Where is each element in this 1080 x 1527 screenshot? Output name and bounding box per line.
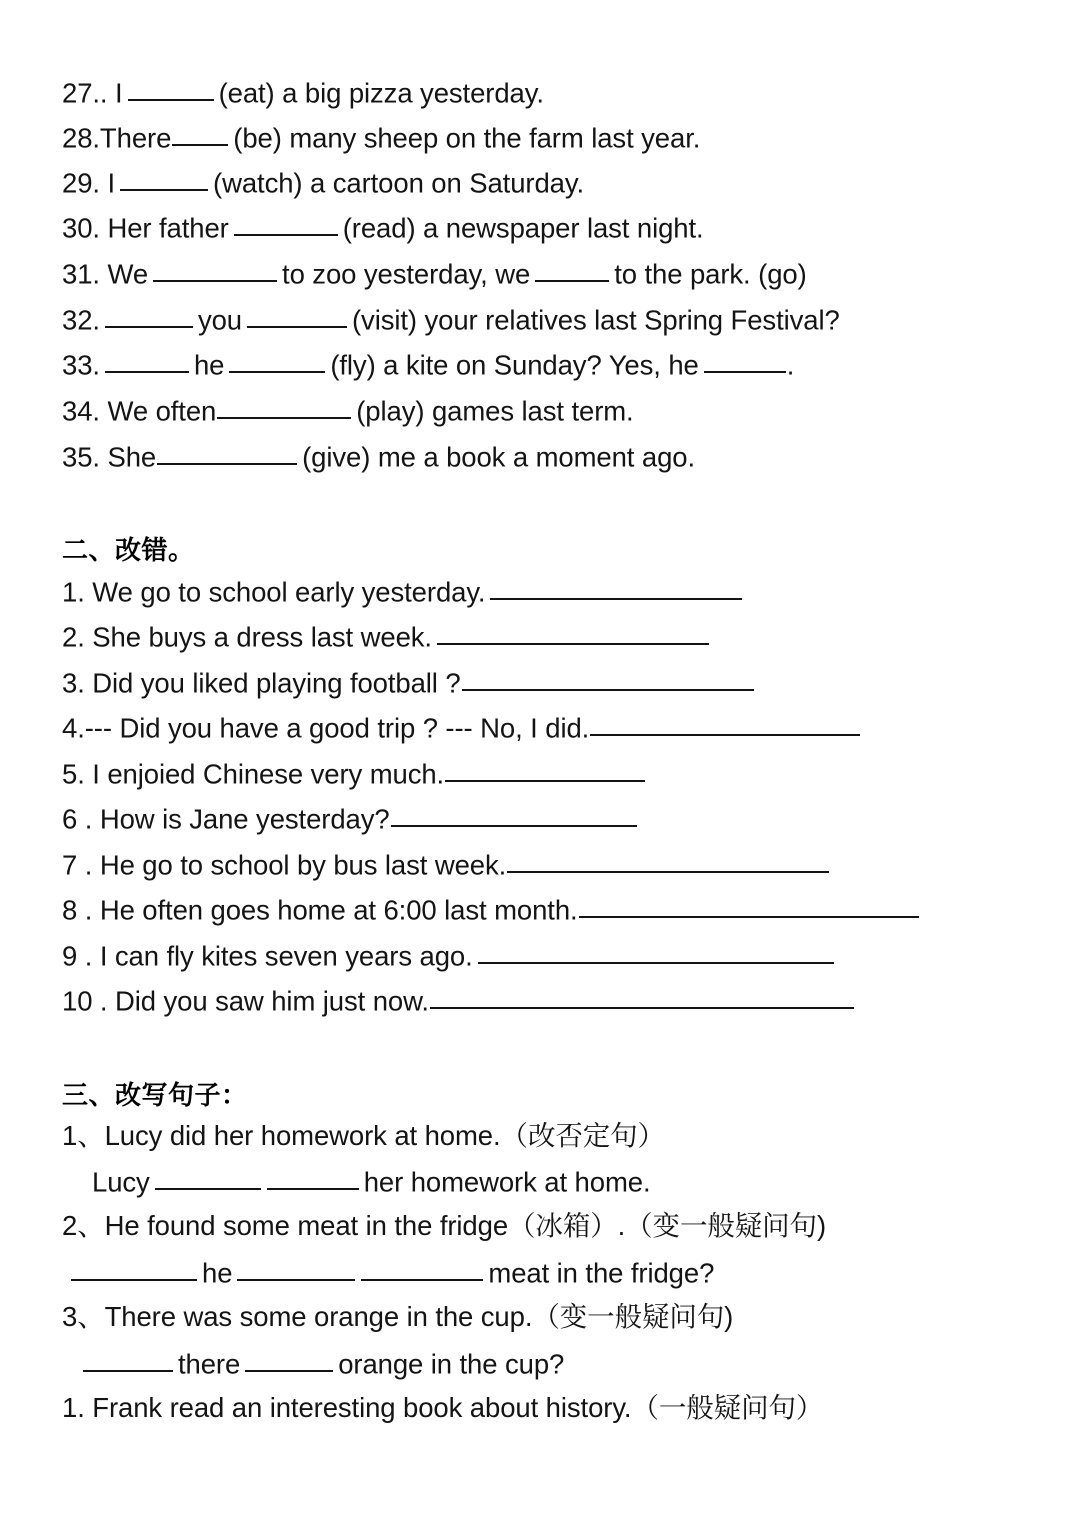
item-text: 1. We go to school early yesterday.: [62, 576, 486, 608]
answer-blank[interactable]: [153, 257, 277, 282]
item-text: 1、Lucy did her homework at home.（改否定句）: [62, 1120, 665, 1151]
exercise-item-35: [62, 442, 695, 471]
exercise-item-33: [62, 350, 794, 379]
item-text: 8 . He often goes home at 6:00 last month.: [62, 894, 578, 926]
item-text-pre: 31. We: [62, 258, 149, 290]
item-text-post: (fly) a kite on Sunday? Yes, he: [330, 349, 699, 381]
answer-blank[interactable]: [71, 1256, 197, 1281]
item-text-tail: .: [786, 349, 795, 381]
section-three-heading: 三、改写句子：: [62, 1080, 248, 1110]
item-text-post: (eat) a big pizza yesterday.: [218, 77, 544, 109]
answer-blank[interactable]: [535, 257, 609, 282]
item-text-post: (visit) your relatives last Spring Festival?: [351, 304, 840, 336]
item-text-post: (play) games last term.: [356, 395, 634, 427]
answer-blank[interactable]: [462, 666, 754, 691]
correction-item-2: [62, 622, 710, 651]
answer-blank[interactable]: [120, 166, 208, 191]
rewrite-item-1: [62, 1122, 665, 1150]
item-text-post: (watch) a cartoon on Saturday.: [213, 167, 585, 199]
answer-blank[interactable]: [704, 348, 786, 373]
answer-blank[interactable]: [490, 575, 742, 600]
answer-blank[interactable]: [430, 984, 854, 1009]
item-text-post: (give) me a book a moment ago.: [302, 441, 695, 473]
item-text-post: to the park. (go): [614, 258, 807, 290]
item-text-pre: 35. She: [62, 441, 157, 473]
answer-blank[interactable]: [128, 76, 214, 101]
correction-item-8: [62, 895, 920, 924]
rewrite-item-4: [62, 1394, 823, 1422]
item-text-pre: 34. We often: [62, 395, 217, 427]
rewrite-answer-2: [70, 1258, 714, 1287]
exercise-item-28: [62, 123, 700, 152]
exercise-item-31: [62, 259, 807, 288]
item-text: 1. Frank read an interesting book about history.（一般疑问句）: [62, 1392, 824, 1423]
exercise-item-27: [62, 78, 544, 107]
answer-blank[interactable]: [478, 939, 834, 964]
exercise-item-32: [62, 305, 840, 334]
answer-blank[interactable]: [267, 1165, 359, 1190]
answer-blank[interactable]: [234, 211, 338, 236]
item-text: 4.--- Did you have a good trip ? --- No, I did.: [62, 712, 590, 744]
item-text-post: orange in the cup?: [338, 1348, 565, 1380]
answer-blank[interactable]: [105, 348, 189, 373]
item-text-post: her homework at home.: [363, 1166, 651, 1198]
item-text-pre: 30. Her father: [62, 212, 229, 244]
exercise-item-34: [62, 396, 634, 425]
item-text: 2. She buys a dress last week.: [62, 621, 432, 653]
item-text-mid: he: [202, 1257, 233, 1289]
section-two-heading: 二、改错。: [62, 535, 195, 565]
item-text-pre: 29. I: [62, 167, 116, 199]
item-text-post: meat in the fridge?: [488, 1257, 715, 1289]
item-text-pre: Lucy: [92, 1166, 150, 1198]
item-text: 6 . How is Jane yesterday?: [62, 803, 390, 835]
answer-blank[interactable]: [105, 303, 193, 328]
answer-blank[interactable]: [445, 757, 645, 782]
correction-item-4: [62, 713, 861, 742]
correction-item-1: [62, 577, 743, 606]
correction-item-10: [62, 986, 855, 1015]
answer-blank[interactable]: [361, 1256, 483, 1281]
item-text: 2、He found some meat in the fridge（冰箱）.（变一般疑问句): [62, 1210, 827, 1241]
item-text-pre: 28.There: [62, 122, 172, 154]
answer-blank[interactable]: [155, 1165, 261, 1190]
answer-blank[interactable]: [437, 620, 709, 645]
item-text: 10 . Did you saw him just now.: [62, 985, 429, 1017]
item-text: 3、There was some orange in the cup.（变一般疑问句): [62, 1301, 734, 1332]
answer-blank[interactable]: [157, 440, 297, 465]
answer-blank[interactable]: [172, 121, 228, 146]
item-text-mid: to zoo yesterday, we: [282, 258, 531, 290]
answer-blank[interactable]: [245, 1347, 333, 1372]
item-text-pre: 32.: [62, 304, 100, 336]
item-text-post: (be) many sheep on the farm last year.: [233, 122, 701, 154]
answer-blank[interactable]: [590, 711, 860, 736]
item-text-pre: 33.: [62, 349, 100, 381]
item-text: 3. Did you liked playing football ?: [62, 667, 461, 699]
correction-item-5: [62, 759, 646, 788]
item-text: 5. I enjoied Chinese very much.: [62, 758, 445, 790]
rewrite-item-2: [62, 1212, 826, 1240]
correction-item-6: [62, 804, 638, 833]
rewrite-answer-1: [92, 1167, 651, 1196]
item-text-post: (read) a newspaper last night.: [342, 212, 704, 244]
answer-blank[interactable]: [237, 1256, 355, 1281]
answer-blank[interactable]: [507, 848, 829, 873]
answer-blank[interactable]: [579, 893, 919, 918]
item-text-mid: you: [197, 304, 242, 336]
answer-blank[interactable]: [229, 348, 325, 373]
item-text-mid: he: [193, 349, 225, 381]
exercise-item-29: [62, 168, 584, 197]
item-text-mid: there: [178, 1348, 241, 1380]
answer-blank[interactable]: [247, 303, 347, 328]
rewrite-answer-3: [82, 1349, 564, 1378]
exercise-item-30: [62, 213, 704, 242]
answer-blank[interactable]: [217, 394, 351, 419]
item-text: 7 . He go to school by bus last week.: [62, 849, 507, 881]
correction-item-9: [62, 941, 835, 970]
item-text-pre: 27.. I: [62, 77, 123, 109]
rewrite-item-3: [62, 1303, 733, 1331]
answer-blank[interactable]: [391, 802, 637, 827]
correction-item-3: [62, 668, 755, 697]
answer-blank[interactable]: [83, 1347, 173, 1372]
correction-item-7: [62, 850, 830, 879]
item-text: 9 . I can fly kites seven years ago.: [62, 940, 473, 972]
